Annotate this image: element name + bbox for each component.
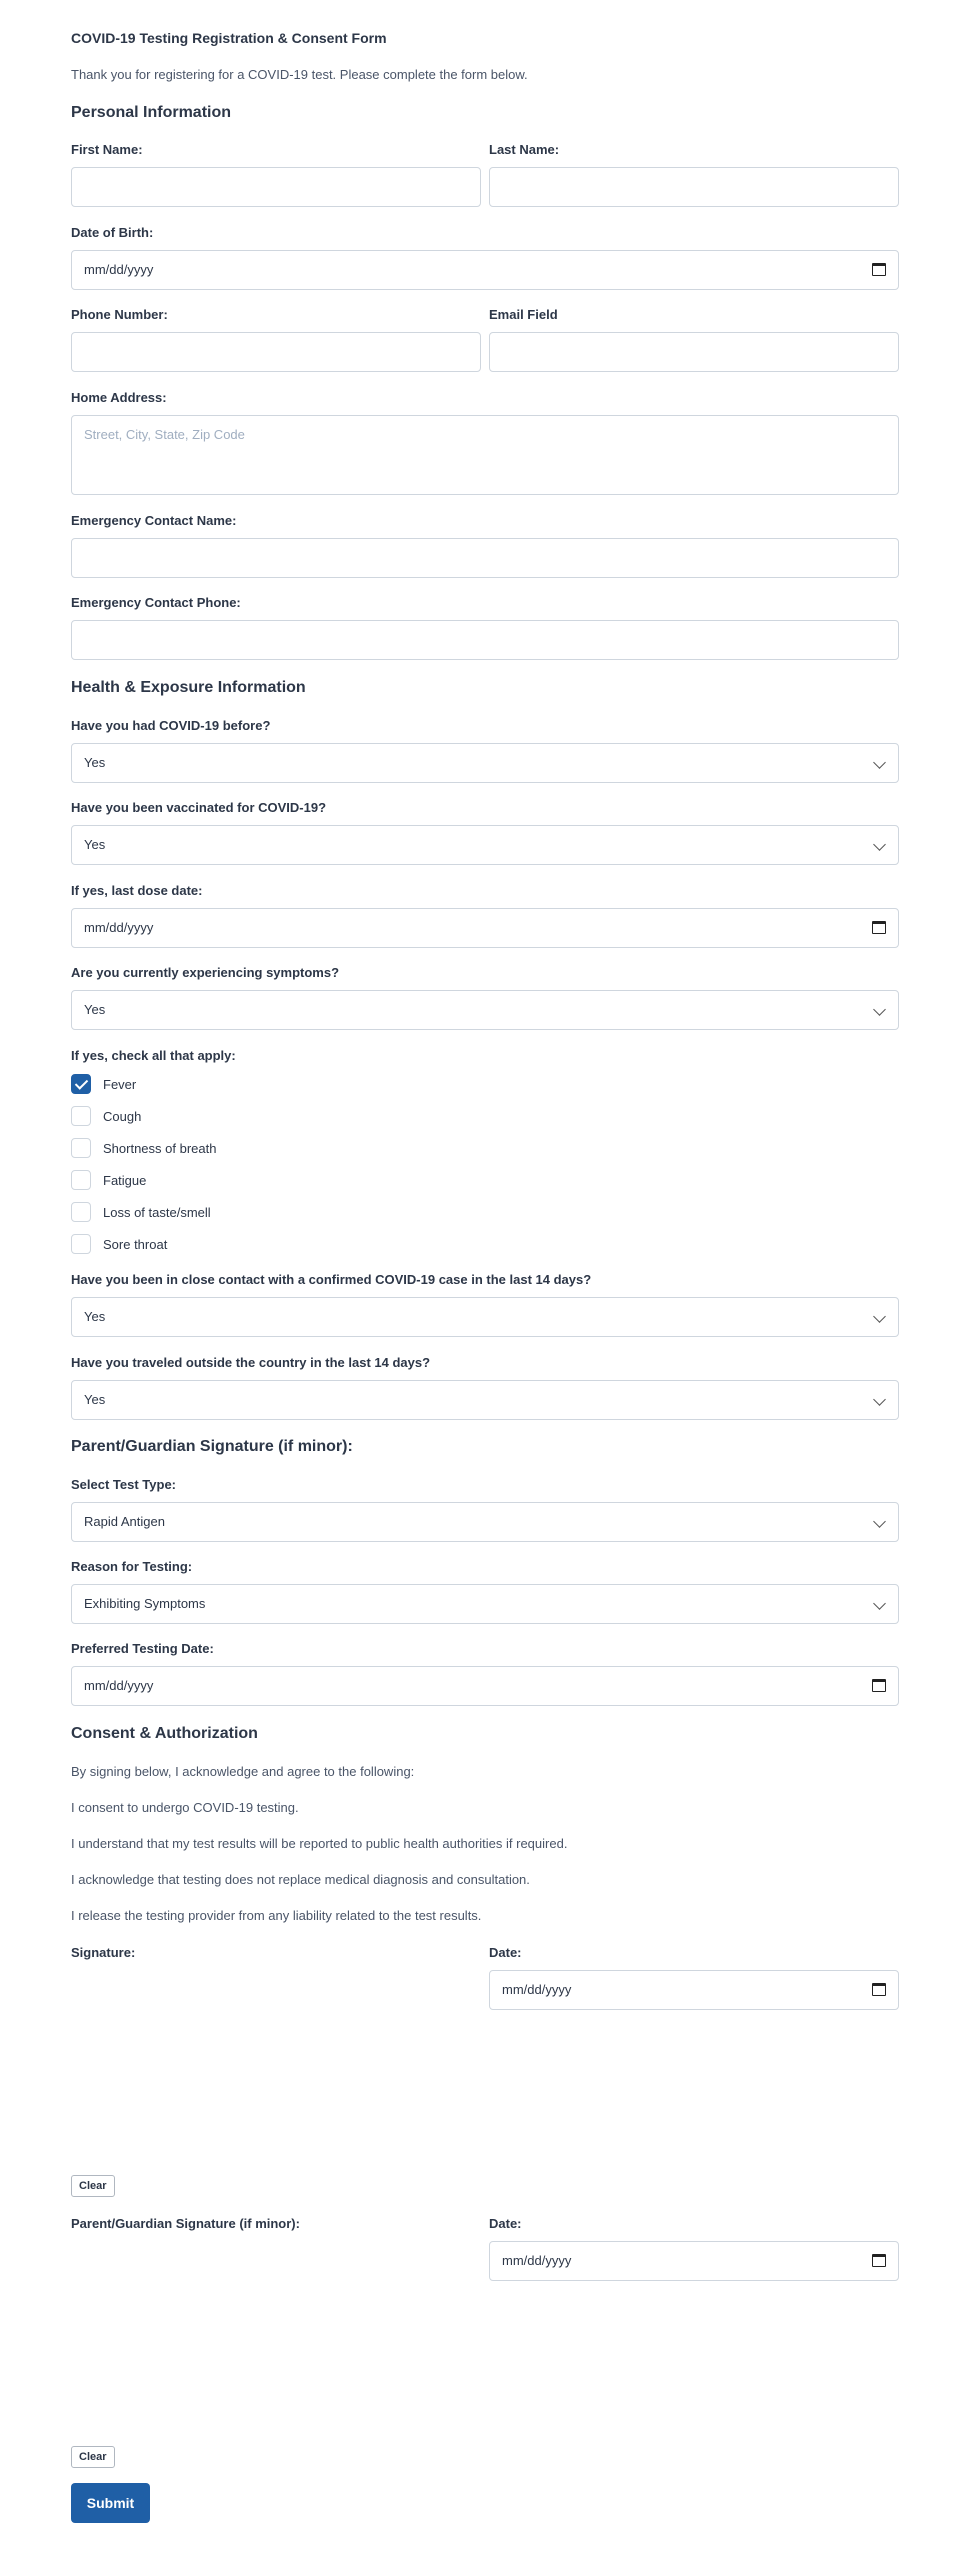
fever-label: Fever <box>103 1077 137 1092</box>
symptom-option-sore-throat[interactable] <box>71 1234 471 1254</box>
shortness-of-breath-checkbox[interactable] <box>71 1138 91 1158</box>
chevron-down-icon <box>873 756 886 769</box>
test-type-select[interactable] <box>71 1502 899 1542</box>
guardian-signature-pad[interactable] <box>71 2236 481 2451</box>
calendar-icon[interactable] <box>872 2254 886 2267</box>
chevron-down-icon <box>873 1515 886 1528</box>
emergency-phone-input[interactable] <box>71 620 899 660</box>
chevron-down-icon <box>873 1003 886 1016</box>
guardian-signature-label: Parent/Guardian Signature (if minor): <box>71 2216 300 2231</box>
symptom-option-fatigue[interactable] <box>71 1170 471 1190</box>
vaccinated-select[interactable] <box>71 825 899 865</box>
symptom-option-fever[interactable] <box>71 1074 471 1094</box>
last-name-input[interactable] <box>489 167 899 207</box>
signature-date-placeholder: mm/dd/yyyy <box>502 1982 572 1997</box>
travel-value: Yes <box>84 1392 106 1407</box>
dob-date-input[interactable] <box>71 250 899 290</box>
test-type-label: Select Test Type: <box>71 1477 176 1492</box>
signature-label: Signature: <box>71 1945 136 1960</box>
personal-info-heading: Personal Information <box>71 104 232 121</box>
reason-label: Reason for Testing: <box>71 1559 193 1574</box>
symptom-checklist-label: If yes, check all that apply: <box>71 1048 236 1063</box>
symptom-option-shortness-of-breath[interactable] <box>71 1138 471 1158</box>
consent-heading: Consent & Authorization <box>71 1725 258 1742</box>
signature-date-input[interactable] <box>489 1970 899 2010</box>
travel-label: Have you traveled outside the country in the last 14 days? <box>71 1355 431 1370</box>
health-heading: Health & Exposure Information <box>71 679 306 696</box>
signature-date-label: Date: <box>489 1945 522 1960</box>
form-intro: Thank you for registering for a COVID-19 test. Please complete the form below. <box>71 67 528 82</box>
last-dose-placeholder: mm/dd/yyyy <box>84 920 154 935</box>
reason-value: Exhibiting Symptoms <box>84 1596 206 1611</box>
symptoms-select[interactable] <box>71 990 899 1030</box>
symptom-option-cough[interactable] <box>71 1106 471 1126</box>
calendar-icon[interactable] <box>872 921 886 934</box>
reason-select[interactable] <box>71 1584 899 1624</box>
test-type-value: Rapid Antigen <box>84 1514 165 1529</box>
fever-checkbox[interactable] <box>71 1074 91 1094</box>
guardian-date-placeholder: mm/dd/yyyy <box>502 2253 572 2268</box>
email-label: Email Field <box>489 307 558 322</box>
had-covid-label: Have you had COVID-19 before? <box>71 718 271 733</box>
consent-statement: I consent to undergo COVID-19 testing. <box>71 1800 299 1815</box>
chevron-down-icon <box>873 1597 886 1610</box>
phone-label: Phone Number: <box>71 307 168 322</box>
first-name-label: First Name: <box>71 142 143 157</box>
fatigue-label: Fatigue <box>103 1173 147 1188</box>
had-covid-value: Yes <box>84 755 106 770</box>
calendar-icon[interactable] <box>872 1679 886 1692</box>
last-name-label: Last Name: <box>489 142 560 157</box>
email-field[interactable] <box>489 332 899 372</box>
chevron-down-icon <box>873 838 886 851</box>
last-dose-date-input[interactable] <box>71 908 899 948</box>
cough-label: Cough <box>103 1109 142 1124</box>
close-contact-value: Yes <box>84 1309 106 1324</box>
first-name-input[interactable] <box>71 167 481 207</box>
had-covid-select[interactable] <box>71 743 899 783</box>
preferred-date-input[interactable] <box>71 1666 899 1706</box>
calendar-icon[interactable] <box>872 1983 886 1996</box>
vaccinated-label: Have you been vaccinated for COVID-19? <box>71 800 327 815</box>
sore-throat-label: Sore throat <box>103 1237 168 1252</box>
form-title: COVID-19 Testing Registration & Consent Form <box>71 30 387 46</box>
consent-statement: I understand that my test results will be reported to public health authorities if required. <box>71 1836 568 1851</box>
consent-statement: I release the testing provider from any liability related to the test results. <box>71 1908 482 1923</box>
signature-pad[interactable] <box>71 1965 481 2180</box>
dob-label: Date of Birth: <box>71 225 154 240</box>
guardian-date-label: Date: <box>489 2216 522 2231</box>
clear-signature-button[interactable]: Clear <box>71 2175 115 2197</box>
address-placeholder: Street, City, State, Zip Code <box>84 427 245 442</box>
address-textarea[interactable] <box>71 415 899 495</box>
emergency-name-input[interactable] <box>71 538 899 578</box>
calendar-icon[interactable] <box>872 263 886 276</box>
symptoms-value: Yes <box>84 1002 106 1017</box>
close-contact-label: Have you been in close contact with a confirmed COVID-19 case in the last 14 days? <box>71 1272 592 1287</box>
close-contact-select[interactable] <box>71 1297 899 1337</box>
dob-placeholder: mm/dd/yyyy <box>84 262 154 277</box>
clear-guardian-signature-button[interactable]: Clear <box>71 2446 115 2468</box>
loss-of-taste-label: Loss of taste/smell <box>103 1205 211 1220</box>
cough-checkbox[interactable] <box>71 1106 91 1126</box>
loss-of-taste-checkbox[interactable] <box>71 1202 91 1222</box>
emergency-name-label: Emergency Contact Name: <box>71 513 237 528</box>
symptoms-label: Are you currently experiencing symptoms? <box>71 965 340 980</box>
shortness-of-breath-label: Shortness of breath <box>103 1141 217 1156</box>
symptom-option-loss-of-taste[interactable] <box>71 1202 471 1222</box>
guardian-date-input[interactable] <box>489 2241 899 2281</box>
emergency-phone-label: Emergency Contact Phone: <box>71 595 241 610</box>
fatigue-checkbox[interactable] <box>71 1170 91 1190</box>
chevron-down-icon <box>873 1393 886 1406</box>
guardian-section-heading: Parent/Guardian Signature (if minor): <box>71 1438 353 1455</box>
travel-select[interactable] <box>71 1380 899 1420</box>
phone-input[interactable] <box>71 332 481 372</box>
consent-statement: I acknowledge that testing does not replace medical diagnosis and consultation. <box>71 1872 530 1887</box>
vaccinated-value: Yes <box>84 837 106 852</box>
submit-button[interactable]: Submit <box>71 2483 150 2523</box>
sore-throat-checkbox[interactable] <box>71 1234 91 1254</box>
last-dose-label: If yes, last dose date: <box>71 883 203 898</box>
chevron-down-icon <box>873 1310 886 1323</box>
consent-statement: By signing below, I acknowledge and agree to the following: <box>71 1764 415 1779</box>
preferred-date-placeholder: mm/dd/yyyy <box>84 1678 154 1693</box>
preferred-date-label: Preferred Testing Date: <box>71 1641 214 1656</box>
address-label: Home Address: <box>71 390 167 405</box>
